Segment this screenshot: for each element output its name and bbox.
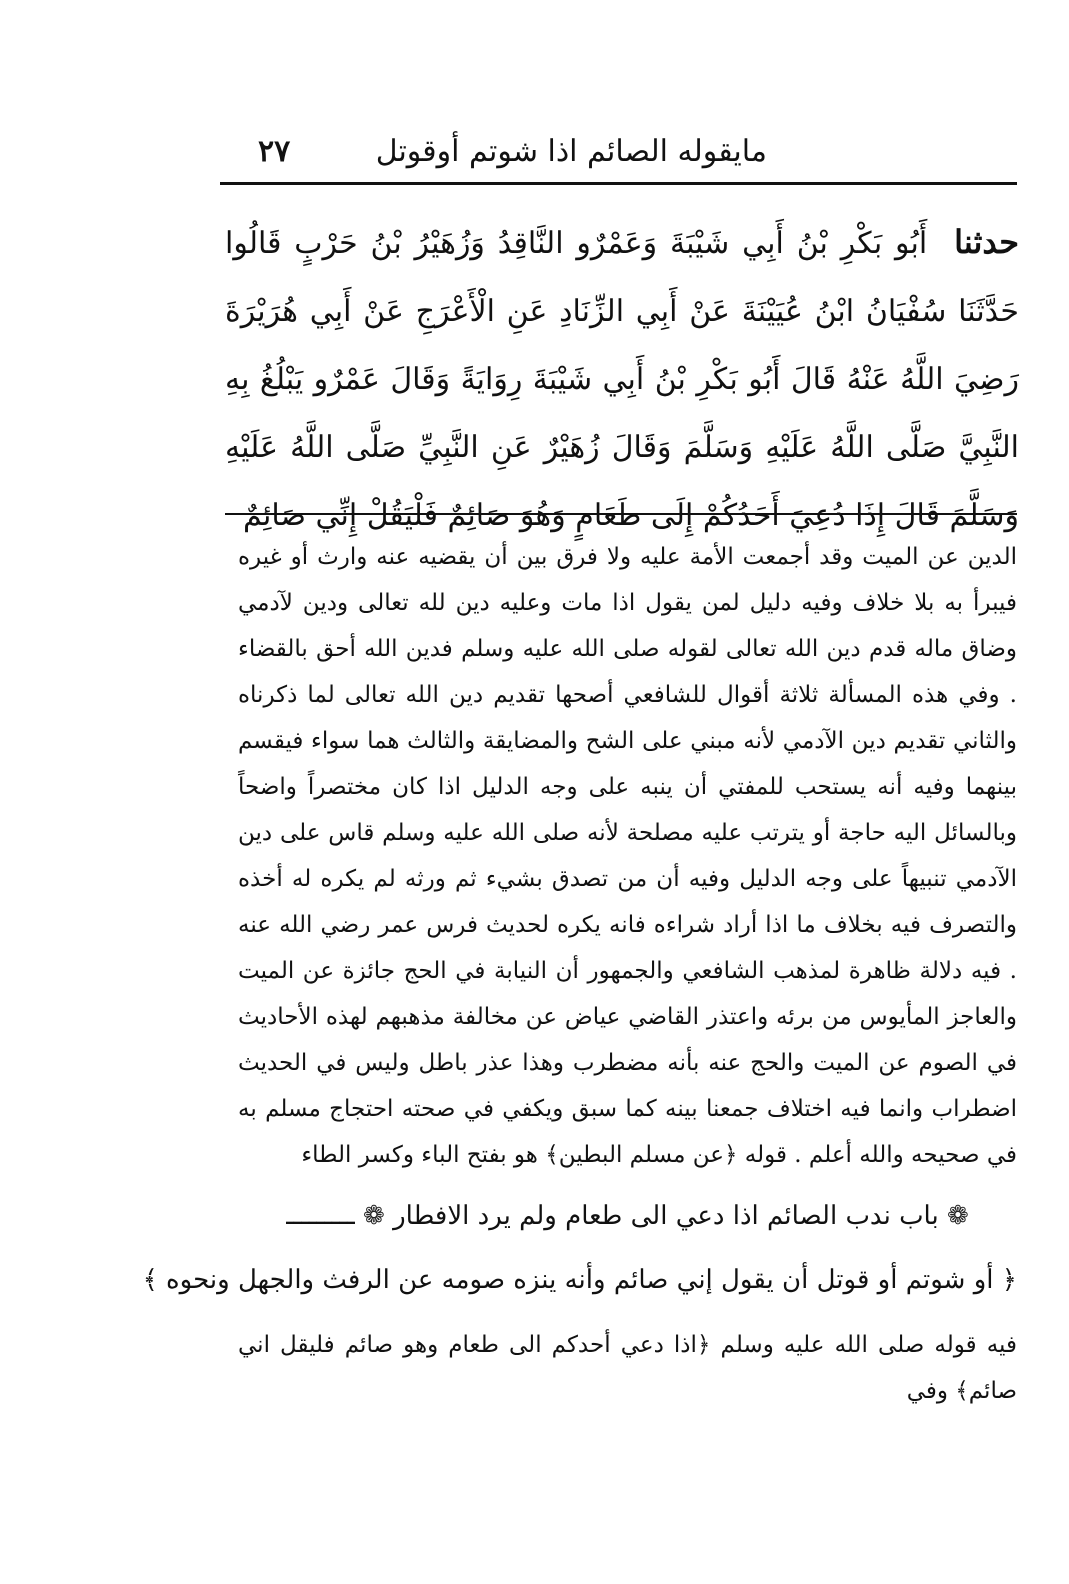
chapter-heading <box>238 1188 1017 1244</box>
hadith-line: أَبُو بَكْرِ بْنُ أَبِي شَيْبَةَ وَعَمْرٌو النَّاقِدُ وَزُهَيْرُ بْنُ حَرْبٍ قَالُوا حَدَّثَنَا سُفْيَانُ <box>225 226 1019 329</box>
hadith-line: أَبِي شَيْبَةَ رِوَايَةً وَقَالَ عَمْرٌو يَبْلُغُ بِهِ النَّبِيَّ صَلَّى اللَّهُ عَلَيْهِ وَسَلَّمَ وَقَالَ زُهَيْرٌ عَنِ النَّبِيِّ صَلَّى اللَّهُ <box>225 362 1019 465</box>
page-header <box>222 130 1017 180</box>
chapter-dash: ـــــــــ <box>286 1201 355 1231</box>
commentary-paragraph: الدين عن الميت وقد أجمعت الأمة عليه ولا فرق بين أن يقضيه عنه وارث أو غيره فيبرأ به بلا خلاف وفيه دليل لمن يقول اذا مات وعليه دين لله تعالى ودين لآدمي وضاق ماله قدم دين الله تعالى لقوله صلى الله عليه وسلم فدين الله أحق بالقضاء . وفي هذه المسألة ثلاثة أقوال للشافعي أصحها تقديم دين الله تعالى لما ذكرناه والثاني تقديم دين الآدمي لأنه مبني على الشح والمضايقة والثالث هما سواء فيقسم بينهما وفيه أنه يستحب للمفتي أن ينبه على وجه الدليل اذا كان مختصراً واضحاً وبالسائل اليه حاجة أو يترتب عليه مصلحة لأنه صلى الله عليه وسلم قاس على دين الآدمي تنبيهاً على وجه الدليل وفيه أن من تصدق بشيء ثم ورثه لم يكره له أخذه والتصرف فيه بخلاف ما اذا أراد شراءه فانه يكره لحديث فرس عمر رضي الله عنه . فيه دلالة ظاهرة لمذهب الشافعي والجمهور أن النيابة في الحج جائزة عن الميت والعاجز المأيوس من برئه واعتذر القاضي عياض عن مخالفة مذهبهم لهذه الأحاديث في الصوم عن الميت والحج عنه بأنه مضطرب وهذا عذر باطل وليس في الحديث اضطراب وانما فيه اختلاف جمعنا بينه كما سبق ويكفي في صحته احتجاج مسلم به في صحيحه والله أعلم . قوله ﴿عن مسلم البطين﴾ هو بفتح الباء وكسر الطاء <box>238 544 1017 1168</box>
hadith-text <box>225 208 1019 550</box>
section-divider <box>225 513 1017 515</box>
hadith-lead-word: حدثنا <box>954 223 1019 261</box>
commentary-text <box>238 534 1017 1178</box>
chapter-subtitle: ﴿ أو شوتم أو قوتل أن يقول إني صائم وأنه ينزه صومه عن الرفث والجهل ونحوه ﴾ <box>142 1265 1017 1295</box>
chapter-title: باب ندب الصائم اذا دعي الى طعام ولم يرد الافطار <box>393 1201 939 1231</box>
running-title: مايقوله الصائم اذا شوتم أوقوتل <box>375 134 767 169</box>
ornament-left-icon: ❁ <box>363 1201 385 1231</box>
page-number: ٢٧ <box>258 134 291 169</box>
hadith-line: ابْنُ عُيَيْنَةَ عَنْ أَبِي الزِّنَادِ عَنِ الْأَعْرَجِ عَنْ أَبِي هُرَيْرَةَ رَضِيَ اللَّهُ عَنْهُ قَالَ أَبُو بَكْرِ بْنُ <box>225 294 1019 397</box>
header-rule <box>220 182 1017 185</box>
ornament-right-icon: ❁ <box>946 1201 969 1231</box>
commentary-tail: فيه قوله صلى الله عليه وسلم ﴿اذا دعي أحدكم الى طعام وهو صائم فليقل اني صائم﴾ وفي <box>238 1332 1017 1404</box>
hadith-line: عَلَيْهِ وَسَلَّمَ قَالَ إِذَا دُعِيَ أَحَدُكُمْ إِلَى طَعَامٍ وَهُوَ صَائِمٌ فَلْيَقُلْ إِنِّي صَائِمٌ <box>225 430 1019 533</box>
